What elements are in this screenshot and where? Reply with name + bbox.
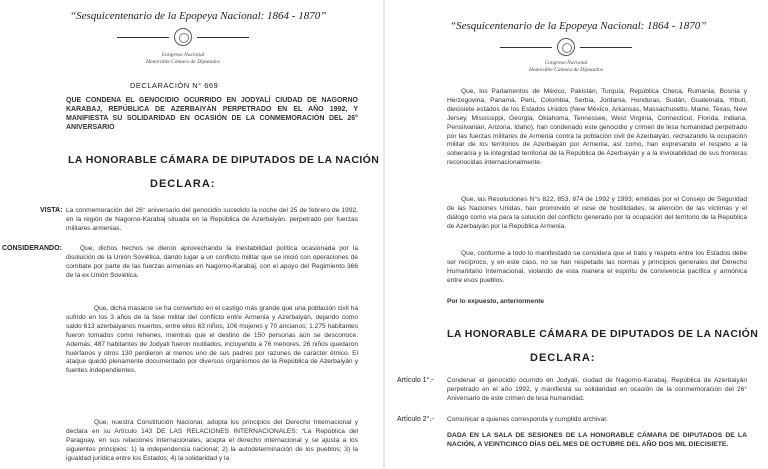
declares-heading: DECLARA: [530,352,596,364]
national-seal-icon [174,28,192,46]
article1-text: Condenar el genocidio ocurrido en Jodyalí, ciudad de Nagorno-Karabaj, República de Azerbaiyán perpetrado en el año 1992, y manifiesta su solidaridad en ocasión de la conmemoración del 26° Aniversario de este crimen de lesa humanidad. [447,377,747,402]
chamber-name: Honorable Cámara de Diputados [528,67,604,73]
considerando-label: CONSIDERANDO: [2,245,62,252]
parliaments-paragraph: Que, los Parlamentos de México, Pakistán, Turquía, República Checa, Rumania, Bosnia y Herzegovina, Panamá, Perú, Colombia, Serbia, Jordania, Honduras, Sudán, Guatemala, Yibuti, diecisiete estados de los Estados Unidos (New México, Arkansas, Massachusetts, Maine, Texas, New Jersey, Mississippi, Georgia, Oklahoma, Tennessee, West Virginia, Connecticut, Florida, Indiana, Pensilvanian, Arizona, Idaho), han condenado este genocidio y crimen de lesa humanidad perpetrado por las fuerzas militares de Armenia contra la población civil de Azerbaiyán, rechazando la ocupación militar de los territorios de Azerbaiyán por Armenia, así como, han expresando el respeto a la soberanía y la integridad territorial de la República de Azerbaiyán y a la inviolabilidad de sus fronteras reconocidas internacionalmente. [447,88,747,167]
vista-label: VISTA: [40,207,63,214]
chamber-name: Honorable Cámara de Diputados [145,59,221,65]
considerando-text: Que, dichos hechos se dieron aprovechando la inestabilidad política ocasionada por la disolución de la Unión Soviética, dando lugar a un conflicto militar que se inició con operaciones de combate por parte de las fuerzas armenias en Nagorno-Karabaj, con el apoyo del Regimiento 366 de la ex Unión Soviética. [66,245,358,279]
vista-text: La conmemoración del 26° aniversario del genocidio sucedido la noche del 25 de febrero de 1992, en la región de Nagorno-Karabaj situada en la República de Azerbaiyán, perpetrado por fuerzas militares armenias. [66,207,358,232]
national-seal-icon [557,38,575,56]
congress-name: Congreso Nacional [544,60,588,66]
seal-rule-left [117,37,169,38]
declares-heading: DECLARA: [150,178,216,190]
resolutions-paragraph: Que, las Resoluciones N°s 822, 853, 874 de 1992 y 1993; emitidas por el Consejo de Seguridad de las Naciones Unidas, han promovido el cese de hostilidades, la atención de las víctimas y el diálogo como vía para la solución del conflicto generado por la ocupación del territorio de la República de Azerbaiyán por la República Armenia. [447,196,747,230]
article1-label: Artículo 1°.- [397,377,434,384]
left-page [0,0,383,469]
declaration-title: QUE CONDENA EL GENOCIDIO OCURRIDO EN JODYALÍ CIUDAD DE NAGORNO KARABAJ, REPÚBLICA DE AZERBAIYÁN PERPETRADO EN EL AÑO 1992, Y MANIFIESTA SU SOLIDARIDAD EN OCASIÓN DE LA CONMEMORACIÓN DEL 26° ANIVERSARIO [66,97,358,131]
seal-rule-right [197,37,249,38]
declaration-number: DECLARACIÓN N° 669 [130,81,219,90]
chamber-heading: LA HONORABLE CÁMARA DE DIPUTADOS DE LA NACIÓN [68,154,380,166]
motto: “Sesquicentenario de la Epopeya Nacional: 1864 - 1870” [450,20,707,32]
motto: “Sesquicentenario de la Epopeya Nacional: 1864 - 1870” [70,10,327,22]
constitution-paragraph: Que, nuestra Constitución Nacional, adopta los principios del Derecho Internacional y declara en su Artículo 143 DE LAS RELACIONES INTERNACIONALES: “La República del Paraguay, en sus relaciones internacionales, acepta el derecho internacional y se ajusta a los siguientes principios: 1) la independencia nacional; 2) la autodeterminación de los pueblos; 3) la igualdad jurídica entre los Estados; 4) la solidaridad y la [66,419,358,462]
seal-rule-right [580,47,632,48]
seal-rule-left [500,47,552,48]
massacre-paragraph: Que, dicha masacre se ha convertido en el castigo más grande que una población civil ha sufrido en los 3 años de la fase militar del conflicto entre Armenia y Azerbaiyán, dejando como saldo 613 azerbaiyanos muertos, entre ellos 63 niños, 106 mujeres y 70 ancianos; 1.275 habitantes fueron tomados como rehenes, mientras que el destino de 150 personas aún se desconoce. Además, 487 habitantes de Jodyalí fueron mutilados, incluyendo a 76 menores. 26 niños quedaron huérfanos y otros 130 perdieron al menos uno de sus padres por razones de carácter étnico. El ataque quedó plenamente documentado por diversos organismos de la República de Azerbaiyán y fuentes independientes. [66,305,358,375]
congress-name: Congreso Nacional [161,52,205,58]
institution-block [108,52,258,66]
article2-text: Comunicar a quienes corresponda y cumplido archivar. [447,416,608,423]
article2-label: Artículo 2°.- [397,416,434,423]
chamber-heading: LA HONORABLE CÁMARA DE DIPUTADOS DE LA NACIÓN [447,328,759,340]
right-page [385,0,768,469]
given-in-session: DADA EN LA SALA DE SESIONES DE LA HONORABLE CÁMARA DE DIPUTADOS DE LA NACIÓN, A VEINTICINCO DÍAS DEL MES DE OCTUBRE DEL AÑO DOS MIL DIECISIETE. [447,432,747,448]
institution-block [491,60,641,74]
closing-phrase: Por lo expuesto, anteriormente [447,298,545,305]
conformity-paragraph: Que, conforme a todo lo manifestado se considera que el trato y respeto entre los Estados debe ser recíproco, y en este caso, no se han respetado las normas y principios generales del Derecho Humanitario Internacional, violando de esta manera el espíritu de convivencia pacífica y armónica entre esos pueblos. [447,250,747,284]
